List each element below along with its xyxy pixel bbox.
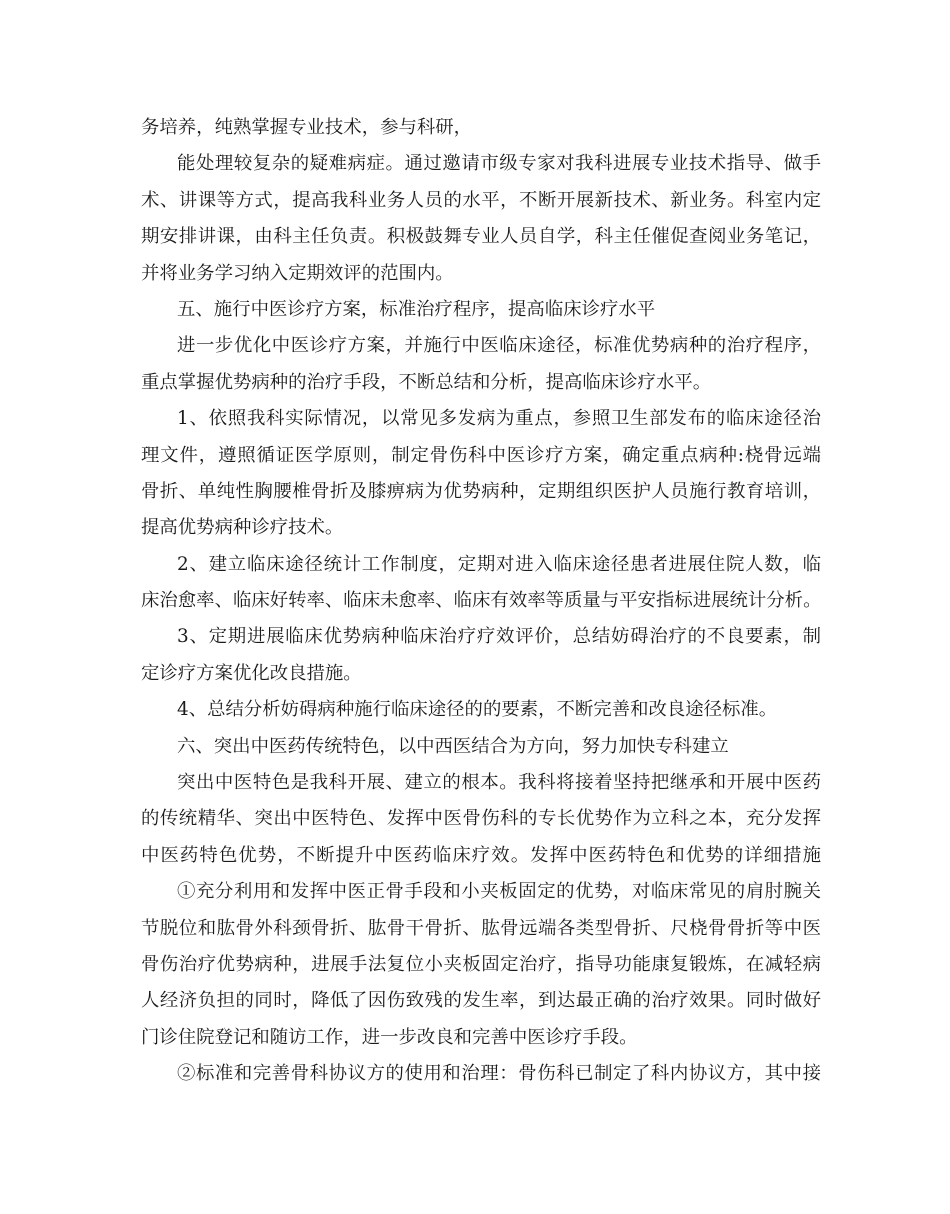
text-line: 期安排讲课，由科主任负责。积极鼓舞专业人员自学，科主任催促查阅业务笔记， bbox=[141, 226, 821, 248]
text-line: 2、建立临床途径统计工作制度，定期对进入临床途径患者进展住院人数，临 bbox=[177, 553, 821, 575]
text-line: 重点掌握优势病种的治疗手段，不断总结和分析，提高临床诊疗水平。 bbox=[141, 371, 712, 393]
text-line: 床治愈率、临床好转率、临床未愈率、临床有效率等质量与平安指标进展统计分析。 bbox=[141, 590, 821, 612]
text-line: 理文件，遵照循证医学原则，制定骨伤科中医诊疗方案，确定重点病种:桡骨远端 bbox=[141, 444, 821, 466]
text-line: 能处理较复杂的疑难病症。通过邀请市级专家对我科进展专业技术指导、做手 bbox=[177, 153, 821, 175]
text-line: 节脱位和肱骨外科颈骨折、肱骨干骨折、肱骨远端各类型骨折、尺桡骨骨折等中医 bbox=[141, 917, 821, 939]
text-line: 3、定期进展临床优势病种临床治疗疗效评价，总结妨碍治疗的不良要素，制 bbox=[177, 626, 821, 648]
text-line: 定诊疗方案优化改良措施。 bbox=[141, 662, 362, 684]
text-line: 人经济负担的同时，降低了因伤致残的发生率，到达最正确的治疗效果。同时做好 bbox=[141, 990, 821, 1012]
text-line: 五、施行中医诊疗方案，标准治疗程序，提高临床诊疗水平 bbox=[177, 298, 656, 320]
text-line: 骨伤治疗优势病种，进展手法复位小夹板固定治疗，指导功能康复锻炼，在减轻病 bbox=[141, 953, 821, 975]
text-line: ①充分利用和发挥中医正骨手段和小夹板固定的优势，对临床常见的肩肘腕关 bbox=[177, 881, 821, 903]
text-line: 术、讲课等方式，提高我科业务人员的水平，不断开展新技术、新业务。科室内定 bbox=[141, 189, 821, 211]
text-line: 六、突出中医药传统特色，以中西医结合为方向，努力加快专科建立 bbox=[177, 735, 729, 757]
text-line: 4、总结分析妨碍病种施行临床途径的的要素，不断完善和改良途径标准。 bbox=[177, 699, 778, 721]
text-line: 并将业务学习纳入定期效评的范围内。 bbox=[141, 262, 454, 284]
text-line: 提高优势病种诊疗技术。 bbox=[141, 517, 344, 539]
document-body bbox=[141, 110, 821, 1093]
text-line: 的传统精华、突出中医特色、发挥中医骨伤科的专长优势作为立科之本，充分发挥 bbox=[141, 808, 821, 830]
text-line: 门诊住院登记和随访工作，进一步改良和完善中医诊疗手段。 bbox=[141, 1026, 638, 1048]
text-line: 突出中医特色是我科开展、建立的根本。我科将接着坚持把继承和开展中医药 bbox=[177, 772, 821, 794]
text-line: 中医药特色优势，不断提升中医药临床疗效。发挥中医药特色和优势的详细措施 bbox=[141, 844, 821, 866]
text-line: 务培养，纯熟掌握专业技术，参与科研， bbox=[141, 117, 473, 138]
text-line: 进一步优化中医诊疗方案，并施行中医临床途径，标准优势病种的治疗程序， bbox=[177, 335, 821, 357]
text-line: 骨折、单纯性胸腰椎骨折及膝痹病为优势病种，定期组织医护人员施行教育培训， bbox=[141, 480, 821, 502]
text-line: ②标准和完善骨科协议方的使用和治理：骨伤科已制定了科内协议方，其中接 bbox=[177, 1063, 821, 1085]
text-line: 1、依照我科实际情况，以常见多发病为重点，参照卫生部发布的临床途径治 bbox=[177, 408, 821, 430]
